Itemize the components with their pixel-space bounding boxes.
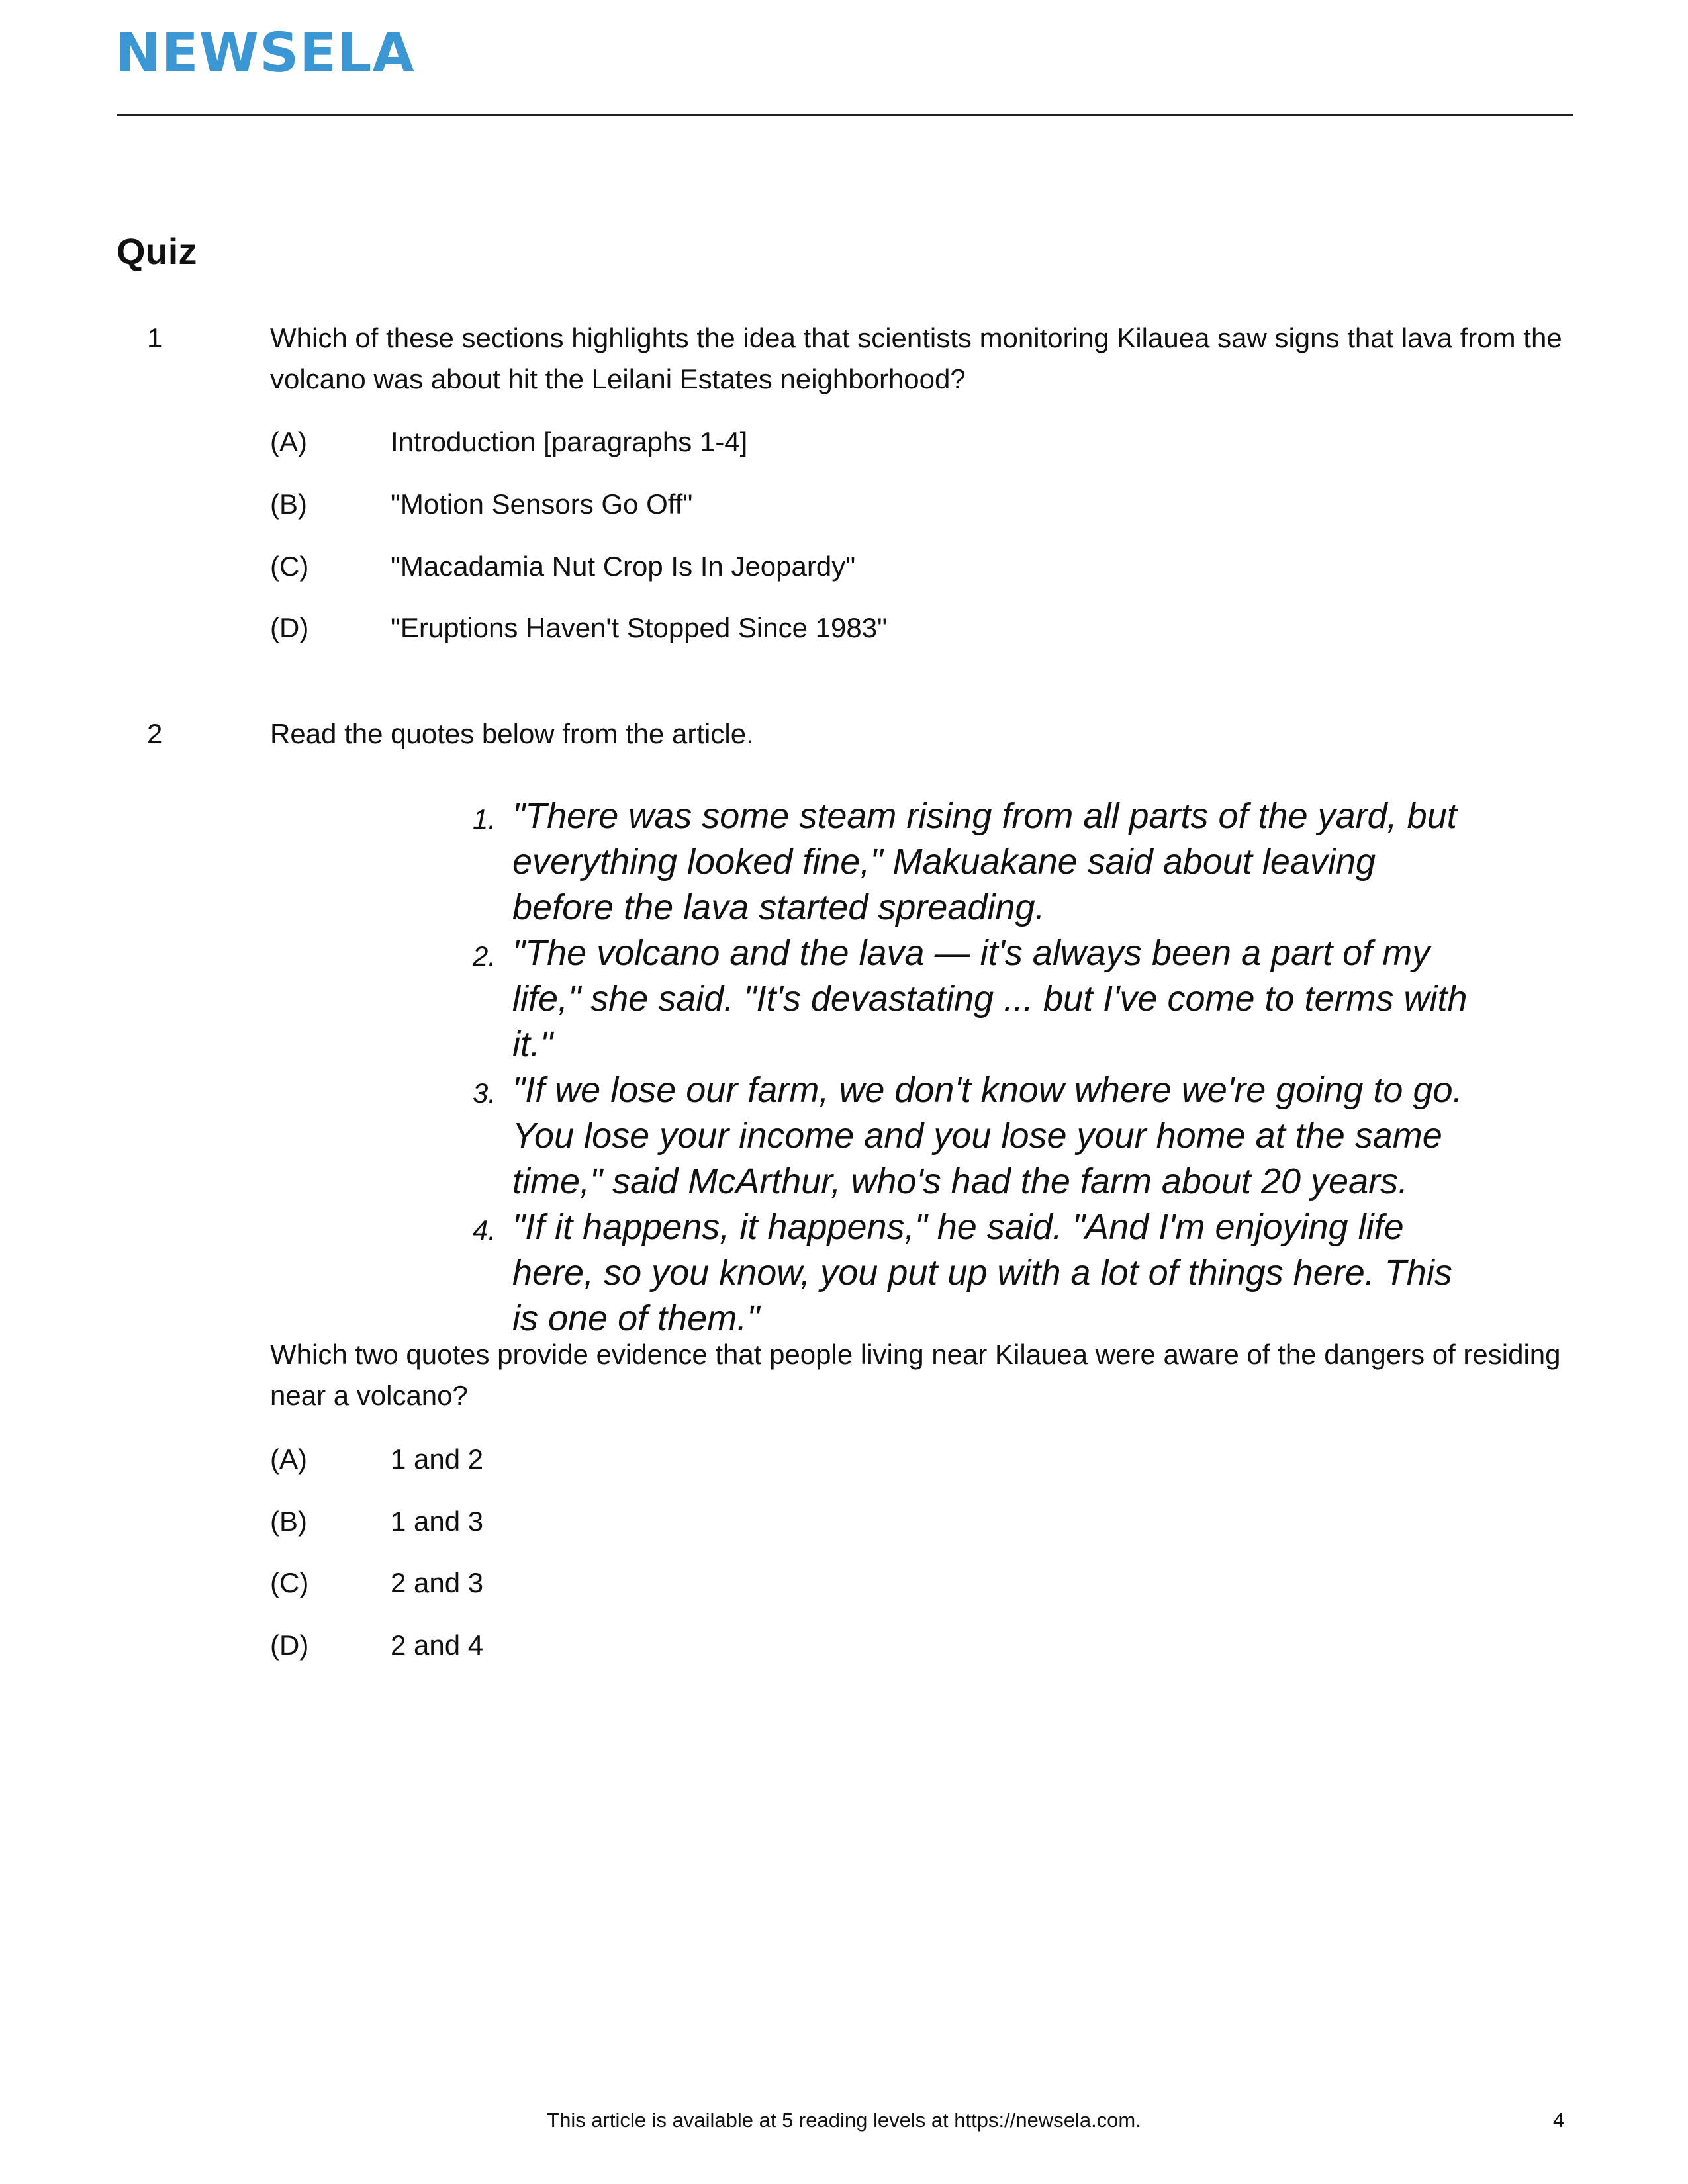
option-text: 2 and 3 [391,1567,484,1598]
option-text: "Eruptions Haven't Stopped Since 1983" [391,612,887,643]
option-letter: (C) [270,551,309,582]
option-text: 2 and 4 [391,1629,484,1661]
option-text: 1 and 3 [391,1506,484,1537]
option-text: Introduction [paragraphs 1-4] [391,426,748,457]
question-intro: Read the quotes below from the article. [270,718,754,749]
page-title: Quiz [117,230,197,272]
question-prompt: Which of these sections highlights the idea that scientists monitoring Kilauea saw signs that lava from the volcano was about hit the Leilani Estates neighborhood? [270,322,1562,394]
quote-number: 1. [473,803,496,835]
option-letter: (D) [270,1629,309,1661]
quote-text: "The volcano and the lava — it's always been a part of my life," she said. "It's devastating ... but I've come to terms with it." [512,933,1468,1064]
answer-option-a[interactable] [270,1439,1528,1480]
answer-option-c[interactable] [270,1563,1528,1604]
option-letter: (B) [270,488,307,520]
quote-text: "If it happens, it happens," he said. "And I'm enjoying life here, so you know, you put up with a lot of things here. This is one of them." [512,1207,1452,1338]
answer-option-b[interactable] [270,484,1528,525]
quote-number: 4. [473,1214,496,1246]
newsela-logo: NEWSELA [115,22,415,85]
header-divider [117,114,1573,116]
quote-item [388,1068,1487,1205]
quote-item [388,931,1487,1068]
quote-number: 2. [473,940,496,972]
quote-text: "If we lose our farm, we don't know where we're going to go. You lose your income and you lose your home at the same time," said McArthur, who's had the farm about 20 years. [512,1070,1463,1201]
footer-text: This article is available at 5 reading levels at https://newsela.com. [547,2109,1141,2132]
option-text: "Macadamia Nut Crop Is In Jeopardy" [391,551,856,582]
option-letter: (A) [270,1443,307,1475]
quote-number: 3. [473,1077,496,1109]
answer-option-c[interactable] [270,546,1528,587]
option-letter: (D) [270,612,309,643]
option-letter: (B) [270,1506,307,1537]
answer-option-d[interactable] [270,1625,1528,1666]
quote-list [388,794,1487,1342]
option-letter: (A) [270,426,307,457]
option-text: "Motion Sensors Go Off" [391,488,693,520]
page-number: 4 [1553,2109,1565,2132]
answer-option-b[interactable] [270,1501,1528,1542]
question-prompt: Which two quotes provide evidence that people living near Kilauea were aware of the dangers of residing near a volcano? [270,1339,1561,1411]
question-number: 1 [147,322,163,353]
quote-text: "There was some steam rising from all parts of the yard, but everything looked fine," Makuakane said about leaving before the lava started spreading. [512,796,1457,927]
quote-item [388,1205,1487,1342]
answer-option-a[interactable] [270,422,1528,463]
question-number: 2 [147,718,163,749]
option-letter: (C) [270,1567,309,1598]
quote-item [388,794,1487,931]
option-text: 1 and 2 [391,1443,484,1475]
answer-option-d[interactable] [270,608,1528,649]
